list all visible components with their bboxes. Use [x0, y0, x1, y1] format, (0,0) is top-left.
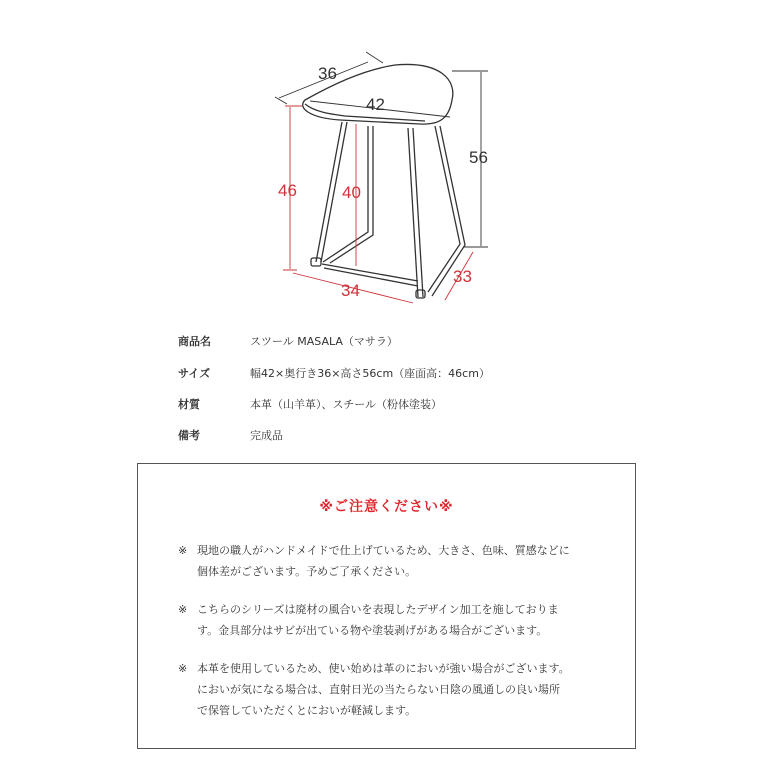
- notice-title: ※ご注意ください※: [319, 499, 454, 515]
- spec-key: 商品名: [178, 335, 211, 348]
- note-mark: ※: [178, 662, 188, 675]
- note-line: 現地の職人がハンドメイドで仕上げているため、大きさ、色味、質感などに: [197, 544, 570, 557]
- notice-item: [178, 540, 570, 582]
- stool-dimension-diagram: [0, 0, 775, 320]
- dim-under-seat: 40: [342, 183, 361, 202]
- note-mark: ※: [178, 603, 188, 616]
- dim-depth: 36: [318, 64, 337, 83]
- note-line: 個体差がございます。予めご了承ください。: [197, 565, 417, 578]
- dim-base-depth: 33: [453, 267, 472, 286]
- note-line: す。金具部分はサビが出ている物や塗装剥げがある場合がございます。: [197, 624, 548, 637]
- note-line: で保管していただくとにおいが軽減します。: [197, 704, 417, 717]
- spec-value: 本革（山羊革）、スチール（粉体塗装）: [250, 398, 443, 411]
- dim-seat-height: 46: [278, 181, 297, 200]
- leg-front-right: [408, 128, 423, 297]
- spec-value: 完成品: [250, 429, 283, 442]
- notice-item: [178, 599, 559, 641]
- notice-box: [137, 463, 636, 749]
- notice-item: [178, 658, 570, 721]
- spec-value: 幅42×奥行き36×高さ56cm（座面高：46cm）: [250, 367, 490, 380]
- note-line: こちらのシリーズは廃材の風合いを表現したデザイン加工を施しておりま: [197, 603, 559, 616]
- dim-width: 42: [366, 95, 385, 114]
- spec-value: スツール MASALA（マサラ）: [250, 335, 398, 348]
- note-line: 本革を使用しているため、使い始めは革のにおいが強い場合がございます。: [197, 662, 570, 675]
- dim-base-width: 34: [341, 281, 360, 300]
- dim-total-height: 56: [469, 148, 488, 167]
- spec-key: 材質: [178, 398, 200, 411]
- base-bar: [322, 264, 418, 286]
- dimension-lines: [275, 52, 488, 303]
- note-line: においが気になる場合は、直射日光の当たらない日陰の風通しの良い場所: [197, 683, 560, 696]
- spec-key: 備考: [178, 429, 200, 442]
- spec-key: サイズ: [178, 367, 211, 380]
- note-mark: ※: [178, 544, 188, 557]
